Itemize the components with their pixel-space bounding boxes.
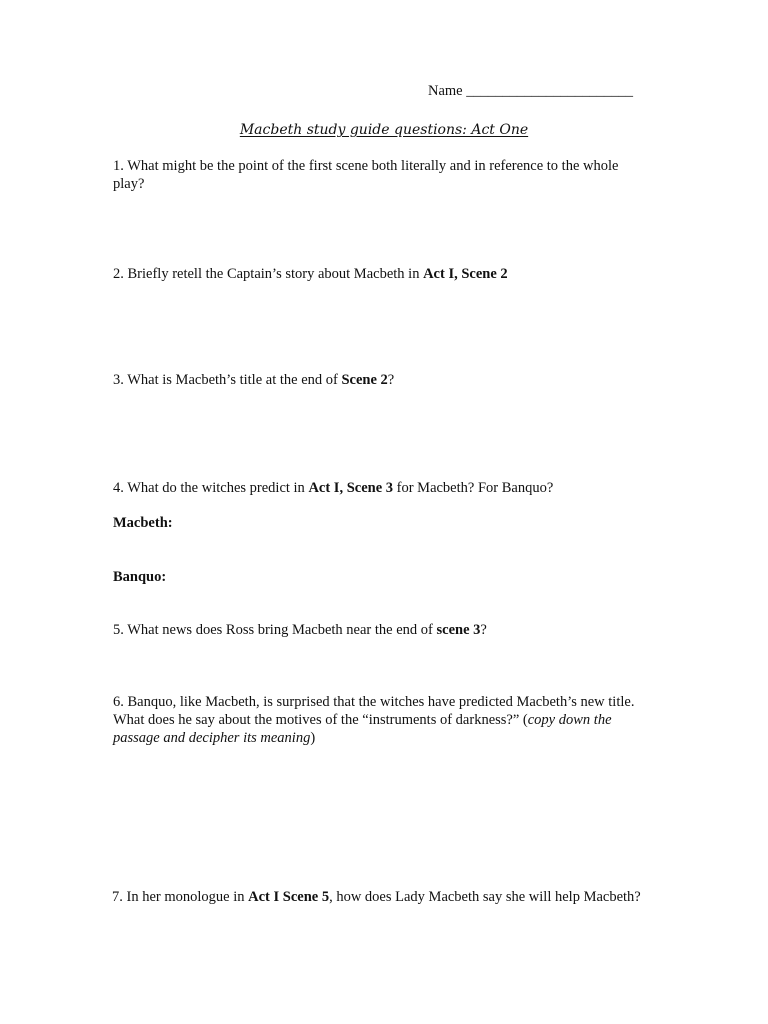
question-2-bold: Act I, Scene 2 [423,266,508,282]
question-7-bold: Act I Scene 5 [248,889,330,905]
page-title-text: Macbeth study guide questions: Act One [239,122,529,138]
question-6-italic: copy down the passage and decipher its meaning [113,712,612,746]
question-3-bold: Scene 2 [341,372,388,388]
macbeth-answer-label [113,514,653,532]
question-3-text: 3. What is Macbeth’s title at the end of [113,372,342,388]
question-5 [113,621,653,639]
question-5-bold: scene 3 [436,622,481,638]
name-blank: _______________________ [466,83,633,99]
question-1 [113,157,653,193]
question-4-text: 4. What do the witches predict in [113,480,309,496]
banquo-answer-label [113,568,653,586]
question-7-text: 7. In her monologue in [112,889,249,905]
question-6-tail: ) [310,730,316,746]
question-7 [112,888,652,906]
name-label: Name [428,83,463,99]
question-4 [113,479,653,497]
question-6-text: 6. Banquo, like Macbeth, is surprised that the witches have predicted Macbeth’s new title. What does he say about the motives of the “instruments of darkness?” ( [113,694,635,728]
banquo-label: Banquo: [113,569,167,585]
macbeth-label: Macbeth: [113,515,173,531]
question-4-tail: for Macbeth? For Banquo? [393,480,554,496]
question-3-tail: ? [387,372,395,388]
question-5-tail: ? [480,622,487,638]
question-4-bold: Act I, Scene 3 [308,480,394,496]
question-1-text: 1. What might be the point of the first scene both literally and in reference to the whole play? [113,158,619,192]
question-2-text: 2. Briefly retell the Captain’s story about Macbeth in [113,266,424,282]
page-title [0,120,768,140]
question-2 [113,265,653,283]
name-field [428,82,633,100]
question-6 [113,693,653,747]
question-5-text: 5. What news does Ross bring Macbeth near the end of [113,622,437,638]
question-7-tail: , how does Lady Macbeth say she will help Macbeth? [329,889,641,905]
question-3 [113,371,653,389]
